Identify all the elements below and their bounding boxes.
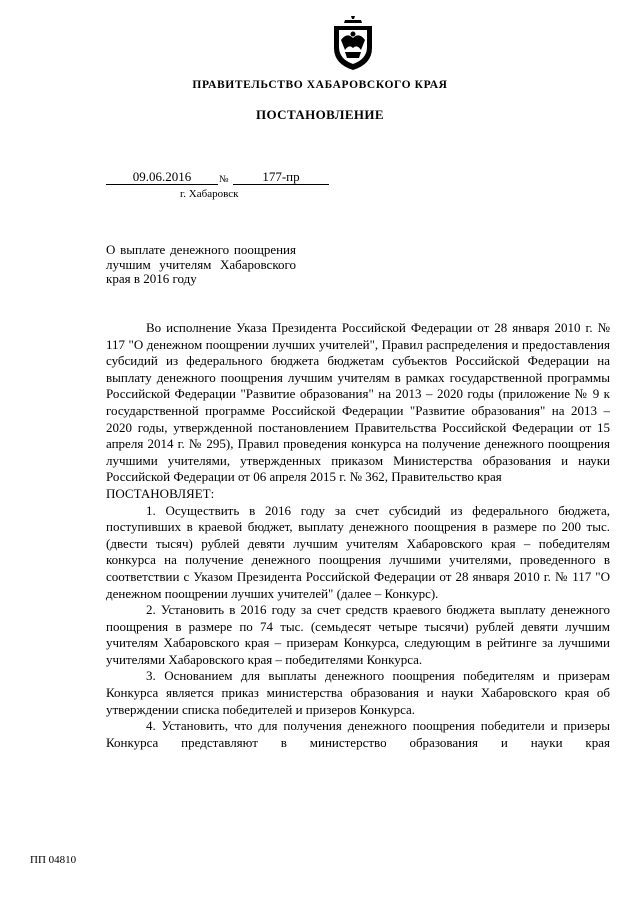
decree-item: 2. Установить в 2016 году за счет средств краевого бюджета выплату денежного поощрения в размере по 74 тыс. (семьдесят четыре тысячи) рублей девяти лучшим учителям Хабаровского края – призерам Конкурса, следующим в рейтинге за лучшими учителями Хабаровского края – победителями Конкурса. bbox=[106, 602, 610, 667]
decree-item: 3. Основанием для выплаты денежного поощрения победителям и призерам Конкурса является приказ министерства образования и науки Хабаровского края об утверждении списка победителей и призеров Конкурса. bbox=[106, 668, 610, 717]
document-type-title: ПОСТАНОВЛЕНИЕ bbox=[255, 107, 385, 122]
footer-code: ПП 04810 bbox=[30, 854, 77, 866]
number-sign: № bbox=[219, 174, 229, 185]
document-subject: О выплате денежного поощрения лучшим учителям Хабаровского края в 2016 году bbox=[106, 242, 296, 286]
document-body bbox=[106, 320, 610, 751]
document-city: г. Хабаровск bbox=[180, 188, 239, 200]
khabarovsk-coat-of-arms-icon bbox=[331, 14, 375, 72]
government-name: ПРАВИТЕЛЬСТВО ХАБАРОВСКОГО КРАЯ bbox=[192, 79, 448, 91]
decree-item: 4. Установить, что для получения денежного поощрения победители и призеры Конкурса представляют в министерство образования и науки края bbox=[106, 718, 610, 750]
document-number: 177-пр bbox=[233, 170, 329, 185]
decree-item: 1. Осуществить в 2016 году за счет субсидий из федерального бюджета, поступивших в краевой бюджет, выплату денежного поощрения в размере по 200 тыс. (двести тысяч) рублей девяти лучшим учителям Хабаровского края – победителям конкурса на получение денежного поощрения лучшими учителями, проведенного в соответствии с Указом Президента Российской Федерации от 28 января 2010 г. № 117 "О денежном поощрении лучших учителей" (далее – Конкурс). bbox=[106, 502, 610, 601]
preamble-paragraph: Во исполнение Указа Президента Российской Федерации от 28 января 2010 г. № 117 "О денежном поощрении лучших учителей", Правил распределения и предоставления субсидий из федерального бюджета бюджетам субъектов Российской Федерации на выплату денежного поощрения лучшим учителям в рамках государственной программы Российской Федерации "Развитие образования" на 2013 – 2020 годы (приложение № 9 к государственной программе Российской Федерации "Развитие образования" на 2013 – 2020 годы, утвержденной постановлением Правительства Российской Федерации от 15 апреля 2014 г. № 295), Правил проведения конкурса на получение денежного поощрения лучшими учителями, утвержденных приказом Министерства образования и науки Российской Федерации от 06 апреля 2015 г. № 362, Правительство края bbox=[106, 320, 610, 485]
document-date: 09.06.2016 bbox=[106, 170, 218, 185]
decree-word: ПОСТАНОВЛЯЕТ: bbox=[106, 485, 215, 501]
